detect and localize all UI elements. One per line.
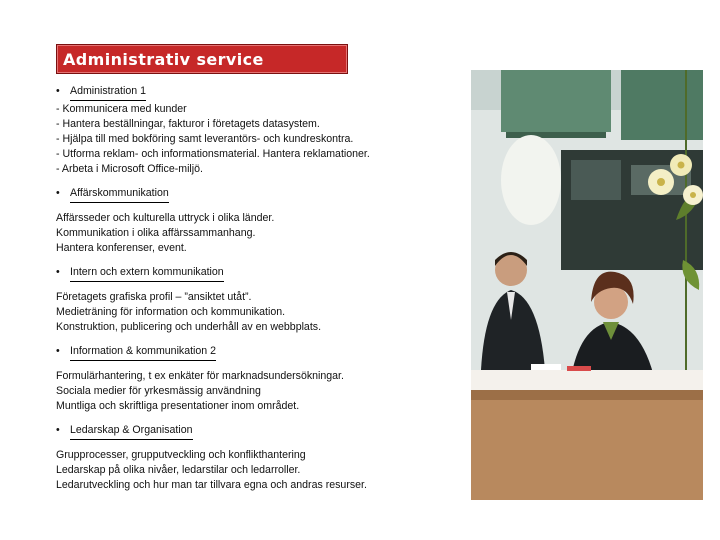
list-item: Medieträning för information och kommunikation.	[56, 306, 286, 318]
section-heading-label: Ledarskap & Organisation	[70, 423, 193, 440]
section-heading	[56, 265, 466, 282]
section-heading	[56, 423, 466, 440]
list-item: Ledarskap på olika nivåer, ledarstilar och ledarroller.	[56, 464, 301, 476]
section-information-2	[56, 344, 466, 414]
bullet-icon: •	[56, 187, 60, 199]
section-ledarskap	[56, 423, 466, 493]
reception-photo	[471, 70, 703, 500]
list-item: - Hjälpa till med bokföring samt leverantörs- och kundreskontra.	[56, 133, 354, 145]
list-item: - Hantera beställningar, fakturor i företagets datasystem.	[56, 118, 320, 130]
list-item: Företagets grafiska profil – ”ansiktet utåt”.	[56, 291, 252, 303]
list-item: - Kommunicera med kunder	[56, 103, 187, 115]
list-item: Sociala medier för yrkesmässig användning	[56, 385, 261, 397]
section-intern-extern	[56, 265, 466, 335]
bullet-icon: •	[56, 345, 60, 357]
bullet-icon: •	[56, 424, 60, 436]
slide-title-bar	[56, 44, 348, 74]
section-administration	[56, 84, 466, 177]
list-item: Kommunikation i olika affärssammanhang.	[56, 227, 256, 239]
bullet-icon: •	[56, 85, 60, 97]
slide-title: Administrativ service	[63, 50, 264, 69]
list-item: - Arbeta i Microsoft Office-miljö.	[56, 163, 203, 175]
course-list	[56, 84, 466, 502]
list-item: Formulärhantering, t ex enkäter för marknadsundersökningar.	[56, 370, 344, 382]
list-item: Muntliga och skriftliga presentationer inom området.	[56, 400, 300, 412]
list-item: - Utforma reklam- och informationsmaterial. Hantera reklamationer.	[56, 148, 370, 160]
list-item: Affärsseder och kulturella uttryck i olika länder.	[56, 212, 275, 224]
section-heading-label: Administration 1	[70, 84, 146, 101]
section-heading	[56, 344, 466, 361]
section-heading-label: Intern och extern kommunikation	[70, 265, 224, 282]
section-affarskommunikation	[56, 186, 466, 256]
list-item: Konstruktion, publicering och underhåll av en webbplats.	[56, 321, 322, 333]
list-item: Hantera konferenser, event.	[56, 242, 187, 254]
section-heading-label: Information & kommunikation 2	[70, 344, 216, 361]
list-item: Grupprocesser, grupputveckling och konflikthantering	[56, 449, 306, 461]
bullet-icon: •	[56, 266, 60, 278]
section-heading-label: Affärskommunikation	[70, 186, 169, 203]
section-heading	[56, 186, 466, 203]
section-heading	[56, 84, 466, 101]
list-item: Ledarutveckling och hur man tar tillvara egna och andras resurser.	[56, 479, 367, 491]
